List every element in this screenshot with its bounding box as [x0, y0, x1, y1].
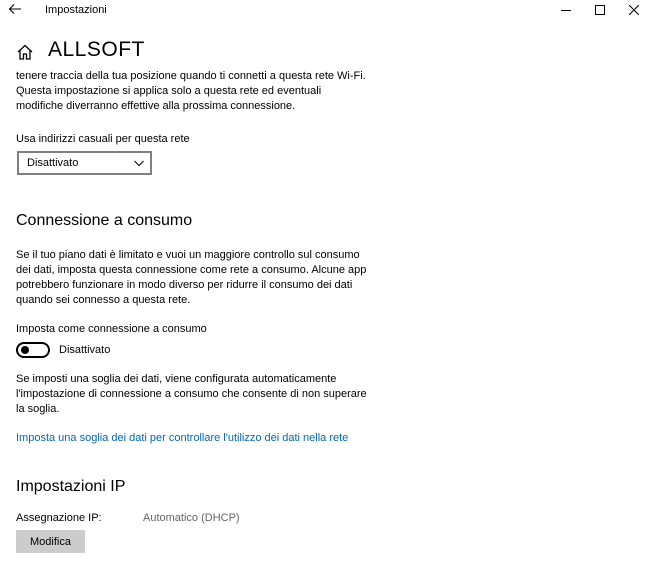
metered-desc-line-3: potrebbero funzionare in modo diverso per ridurre il consumo dei dati [16, 279, 353, 291]
metered-desc-line-2: dei dati, imposta questa connessione come rete a consumo. Alcune app [16, 264, 367, 276]
metered-desc-line-4: quando sei connesso a questa rete. [16, 294, 191, 306]
page-title: ALLSOFT [48, 38, 145, 61]
intro-text-line-2: Questa impostazione si applica solo a questa rete ed eventuali [16, 85, 322, 97]
intro-text-line-3: modifiche diverranno effettive alla prossima connessione. [16, 100, 296, 112]
data-limit-link[interactable]: Imposta una soglia dei dati per controllare l'utilizzo dei dati nella rete [16, 432, 349, 444]
threshold-note-line-3: la soglia. [16, 403, 60, 415]
close-button[interactable] [620, 0, 648, 20]
intro-text-line-1: tenere traccia della tua posizione quando ti connetti a questa rete Wi-Fi. [16, 70, 366, 82]
ip-assignment-label: Assegnazione IP: [16, 512, 102, 524]
ip-assignment-value: Automatico (DHCP) [143, 512, 240, 524]
toggle-knob [21, 346, 29, 354]
minimize-icon [561, 5, 571, 15]
title-bar [0, 0, 650, 22]
back-arrow-icon[interactable] [8, 2, 24, 18]
metered-toggle[interactable] [16, 342, 50, 358]
chevron-down-icon [134, 158, 144, 168]
metered-heading: Connessione a consumo [16, 212, 193, 229]
edit-button[interactable]: Modifica [16, 530, 85, 553]
maximize-button[interactable] [586, 0, 614, 20]
metered-toggle-label: Imposta come connessione a consumo [16, 323, 207, 335]
home-icon[interactable] [16, 43, 34, 61]
random-addresses-dropdown[interactable] [17, 151, 152, 175]
threshold-note-line-2: l'impostazione di connessione a consumo che consente di non superare [16, 388, 367, 400]
threshold-note-line-1: Se imposti una soglia dei dati, viene configurata automaticamente [16, 373, 337, 385]
dropdown-value: Disattivato [27, 157, 79, 169]
metered-toggle-state: Disattivato [59, 344, 111, 356]
metered-desc-line-1: Se il tuo piano dati è limitato e vuoi un maggiore controllo sul consumo [16, 249, 360, 261]
minimize-button[interactable] [552, 0, 580, 20]
maximize-icon [595, 5, 605, 15]
window-title: Impostazioni [45, 4, 107, 16]
ip-heading: Impostazioni IP [16, 478, 126, 495]
close-icon [629, 5, 639, 15]
random-addresses-label: Usa indirizzi casuali per questa rete [16, 133, 190, 145]
